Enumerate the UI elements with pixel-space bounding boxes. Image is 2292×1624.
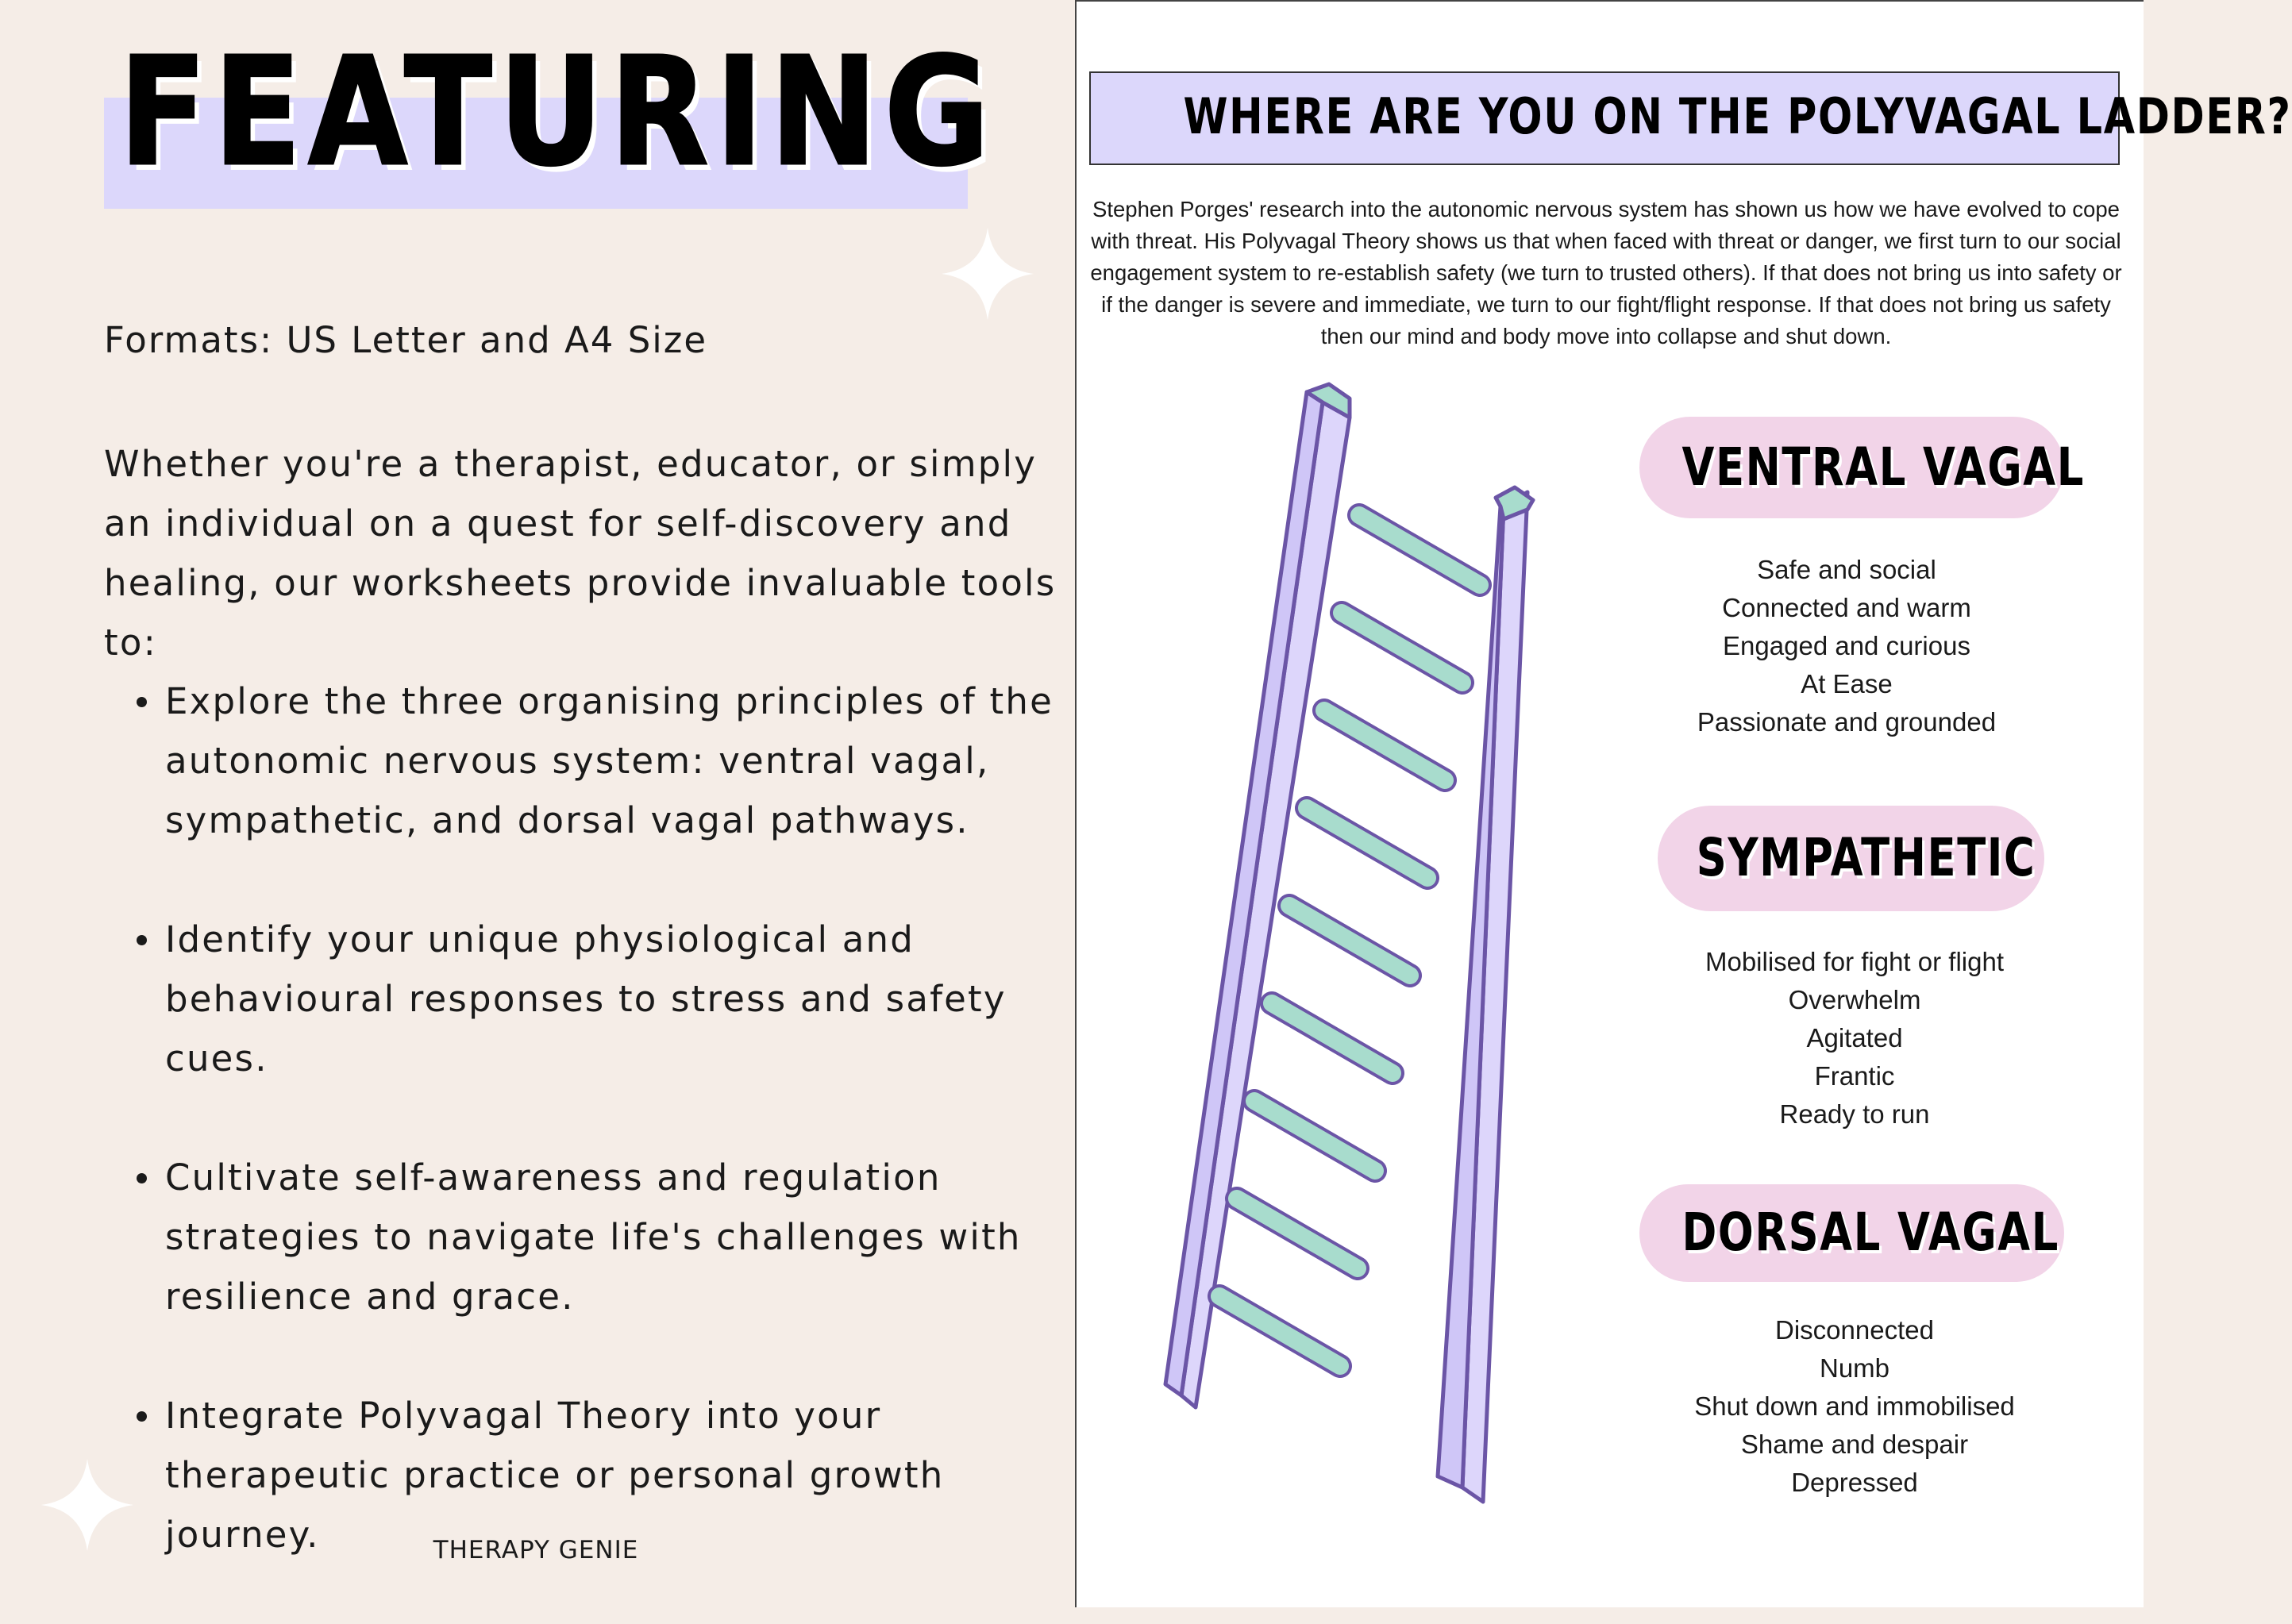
- list-item: [104, 1148, 1065, 1326]
- ladder-rung: [1307, 808, 1427, 878]
- state-item: Shut down and immobilised: [1694, 1391, 2015, 1421]
- ladder-rung: [1237, 1199, 1358, 1268]
- ladder-rung: [1342, 613, 1462, 683]
- ladder-rung: [1219, 1296, 1340, 1366]
- intro-paragraph: Whether you're a therapist, educator, or simply an individual on a quest for self-discovery and healing, our worksheets provide invaluable tools to:: [104, 443, 1057, 664]
- state-item: Connected and warm: [1722, 593, 1971, 622]
- bullet-dot: [137, 1173, 147, 1183]
- state-item: Agitated: [1806, 1023, 1903, 1053]
- list-item-text: Explore the three organising principles of the autonomic nervous system: ventral vagal, sympathetic, and dorsal vagal pathways.: [165, 680, 1054, 841]
- left-panel: [0, 0, 1075, 1607]
- state-item: Depressed: [1791, 1468, 1918, 1497]
- state-item: Passionate and grounded: [1697, 707, 1997, 737]
- state-item: At Ease: [1801, 669, 1893, 698]
- polyvagal-description: Stephen Porges' research into the autonomic nervous system has shown us how we have evolved to cope with threat. His Polyvagal Theory shows us that when faced with threat or danger, we first turn to our social engagement system to re-establish safety (we turn to trusted others). If that does not bring us into safety or if the danger is severe and immediate, we turn to our fight/flight response. If that does not bring us safety then our mind and body move into collapse and shut down.: [1090, 197, 2122, 348]
- sparkle-icon: [942, 228, 1034, 320]
- list-item: [104, 672, 1065, 850]
- ladder-rung: [1324, 710, 1445, 780]
- list-item-text: Cultivate self-awareness and regulation strategies to navigate life's challenges with resilience and grace.: [165, 1156, 1022, 1318]
- brand-name: THERAPY GENIE: [433, 1536, 639, 1564]
- bullet-dot: [137, 1411, 147, 1422]
- list-item-text: Identify your unique physiological and behavioural responses to stress and safety cues.: [165, 918, 1007, 1079]
- ventral-vagal-label: VENTRAL VAGAL: [1681, 437, 2085, 498]
- ladder-rung: [1272, 1003, 1393, 1073]
- ladder-rung: [1359, 515, 1480, 585]
- formats-text: Formats: US Letter and A4 Size: [104, 319, 708, 361]
- ventral-vagal-pill: [1639, 417, 2085, 518]
- state-item: Shame and despair: [1740, 1430, 1969, 1459]
- state-item: Numb: [1819, 1353, 1890, 1383]
- state-item: Mobilised for fight or flight: [1705, 947, 2004, 976]
- state-item: Ready to run: [1779, 1099, 1930, 1129]
- sympathetic-states: [1632, 943, 2077, 1133]
- state-item: Frantic: [1814, 1061, 1895, 1091]
- ladder-rung: [1254, 1101, 1375, 1171]
- sympathetic-label: SYMPATHETIC: [1696, 827, 2036, 888]
- list-item: [104, 910, 1065, 1088]
- right-panel: [1075, 0, 2292, 1607]
- state-item: Engaged and curious: [1723, 631, 1970, 660]
- state-item: Disconnected: [1775, 1315, 1934, 1345]
- benefits-list: [104, 672, 1065, 1624]
- state-item: Safe and social: [1757, 555, 1936, 584]
- dorsal-vagal-states: [1632, 1311, 2077, 1502]
- sympathetic-pill: [1658, 806, 2044, 911]
- state-item: Overwhelm: [1788, 985, 1921, 1014]
- dorsal-vagal-pill: [1639, 1184, 2064, 1282]
- bullet-dot: [137, 697, 147, 707]
- ladder-question-title: WHERE ARE YOU ON THE POLYVAGAL LADDER?: [1183, 87, 2292, 145]
- ladder-rung: [1289, 906, 1410, 976]
- featuring-title: FEATURING: [119, 25, 997, 199]
- dorsal-vagal-label: DORSAL VAGAL: [1681, 1202, 2059, 1263]
- bullet-dot: [137, 935, 147, 945]
- list-item-text: Integrate Polyvagal Theory into your therapeutic practice or personal growth journey.: [165, 1395, 945, 1556]
- ventral-vagal-states: [1632, 551, 2061, 741]
